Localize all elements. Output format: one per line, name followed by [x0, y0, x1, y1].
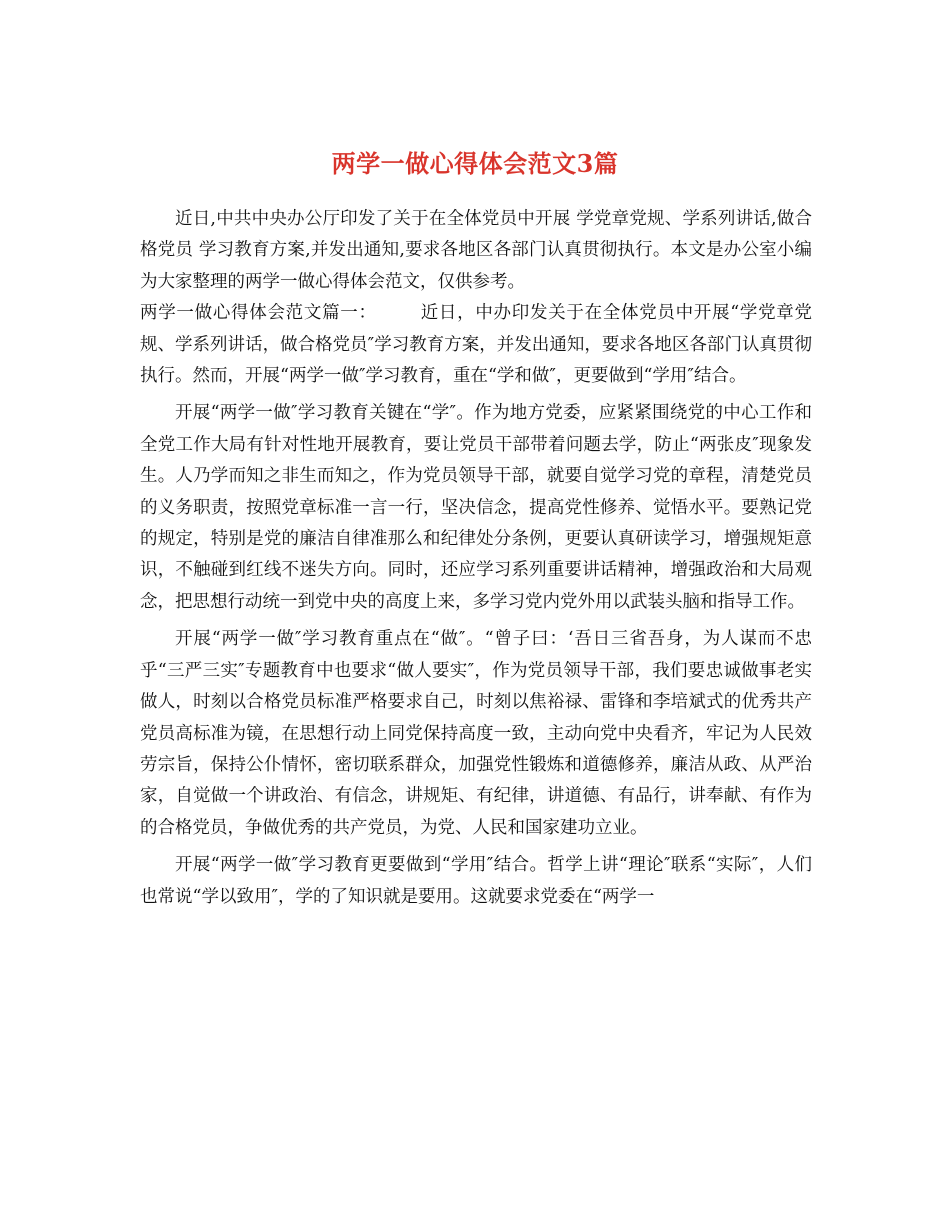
section-one-paragraph — [140, 298, 812, 392]
body-paragraph: 开展“两学一做″学习教育更要做到“学用″结合。哲学上讲“理论″联系“实际″，人们也常说“学以致用″，学的了知识就是要用。这就要求党委在“两学一 — [140, 855, 812, 907]
body-paragraph: 开展“两学一做″学习教育重点在“做″。“曾子曰：‘吾日三省吾身，为人谋而不忠乎“三严三实″专题教育中也要求“做人要实″，作为党员领导干部，我们要忠诚做事老实做人，时刻以合格党员标准严格要求自己，时刻以焦裕禄、雷锋和李培斌式的优秀共产党员高标准为镜，在思想行动上同党保持高度一致，主动向党中央看齐，牢记为人民效劳宗旨，保持公仆情怀，密切联系群众，加强党性锻炼和道德修养，廉洁从政、从严治家，自觉做一个讲政治、有信念，讲规矩、有纪律，讲道德、有品行，讲奉献、有作为的合格党员，争做优秀的共产党员，为党、人民和国家建功立业。 — [140, 629, 812, 838]
section-heading: 两学一做心得体会范文篇一： — [140, 303, 377, 324]
document-body — [140, 204, 812, 919]
document-title: 两学一做心得体会范文3篇 — [331, 149, 619, 179]
section-text: 近日，中办印发关于在全体党员中开展“学党章党规、学系列讲话，做合格党员″学习教育方案，并发出通知，要求各地区各部门认真贯彻执行。然而，开展“两学一做″学习教育，重在“学和做″，更要做到“学用″结合。 — [140, 303, 813, 387]
body-paragraph: 开展“两学一做″学习教育关键在“学″。作为地方党委，应紧紧围绕党的中心工作和全党工作大局有针对性地开展教育，要让党员干部带着问题去学，防止“两张皮″现象发生。人乃学而知之非生而知之，作为党员领导干部，就要自觉学习党的章程，清楚党员的义务职责，按照党章标准一言一行，坚决信念，提高党性修养、觉悟水平。要熟记党的规定，特别是党的廉洁自律准那么和纪律处分条例，更要认真研读学习，增强规矩意识，不触碰到红线不迷失方向。同时，还应学习系列重要讲话精神，增强政治和大局观念，把思想行动统一到党中央的高度上来，多学习党内党外用以武装头脑和指导工作。 — [140, 403, 812, 612]
intro-paragraph: 近日,中共中央办公厅印发了关于在全体党员中开展 学党章党规、学系列讲话,做合格党员 学习教育方案,并发出通知,要求各地区各部门认真贯彻执行。本文是办公室小编为大家整理的两学一做心得体会范文，仅供参考。 — [140, 209, 812, 292]
